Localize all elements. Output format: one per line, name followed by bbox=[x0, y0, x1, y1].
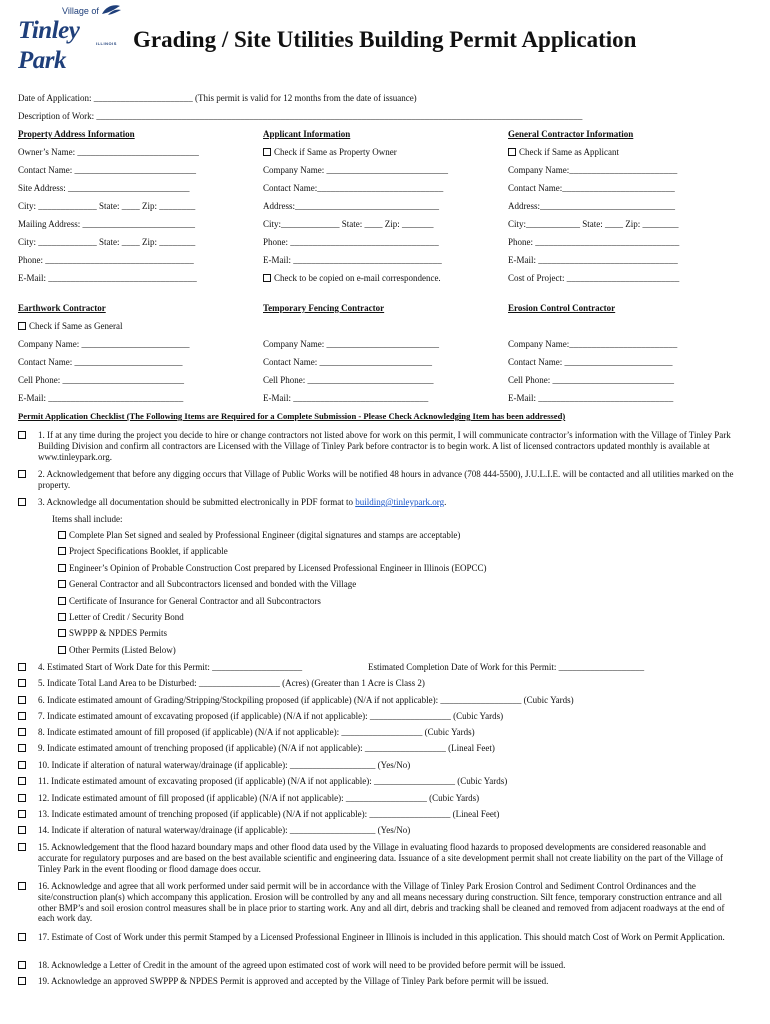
checkbox-icon[interactable] bbox=[58, 531, 66, 539]
mailing-city-state-zip-field[interactable]: City: _____________ State: ____ Zip: ________ bbox=[18, 237, 196, 247]
checklist-item-5-text[interactable]: 5. Indicate Total Land Area to be Disturbed: __________________ (Acres) (Greater than 1 Acre is Class 2) bbox=[38, 678, 425, 688]
checkbox-icon[interactable] bbox=[508, 148, 516, 156]
checkbox-icon[interactable] bbox=[18, 696, 26, 704]
sub-item-swppp-text: SWPPP & NPDES Permits bbox=[69, 628, 167, 638]
sub-item-other-permits bbox=[58, 645, 176, 656]
checkbox-icon[interactable] bbox=[58, 613, 66, 621]
same-as-owner-check[interactable] bbox=[263, 147, 397, 158]
sub-item-specifications bbox=[58, 546, 228, 557]
site-address-field[interactable]: Site Address: ___________________________ bbox=[18, 183, 190, 193]
start-date-field[interactable]: 4. Estimated Start of Work Date for this Permit: ____________________ bbox=[38, 662, 303, 672]
checkbox-icon[interactable] bbox=[58, 564, 66, 572]
owner-name-field[interactable]: Owner’s Name: ___________________________ bbox=[18, 147, 199, 157]
checkbox-icon[interactable] bbox=[18, 470, 26, 478]
fencing-cell-field[interactable]: Cell Phone: ____________________________ bbox=[263, 375, 434, 385]
same-as-owner-label: Check if Same as Property Owner bbox=[274, 147, 397, 157]
checklist-item-19-text: 19. Acknowledge an approved SWPPP & NPDES Permit is approved and accepted by the Village of Tinley Park before permit will be issued. bbox=[38, 976, 549, 986]
checklist-item-11-text[interactable]: 11. Indicate estimated amount of excavating proposed (if applicable) (N/A if not applicable): __________________ (Cubic Yards) bbox=[38, 776, 508, 786]
sub-item-licensed-bonded-text: General Contractor and all Subcontractors licensed and bonded with the Village bbox=[69, 579, 357, 589]
checkbox-icon[interactable] bbox=[58, 547, 66, 555]
property-phone-field[interactable]: Phone: _________________________________ bbox=[18, 255, 194, 265]
completion-date-field[interactable]: Estimated Completion Date of Work for this Permit: ___________________ bbox=[368, 662, 645, 672]
sub-item-other-permits-text: Other Permits (Listed Below) bbox=[69, 645, 176, 655]
sub-item-eopcc-text: Engineer’s Opinion of Probable Construction Cost prepared by Licensed Professional Engineer in Illinois (EOPCC) bbox=[69, 563, 487, 573]
applicant-address-field[interactable]: Address:________________________________ bbox=[263, 201, 439, 211]
gc-phone-field[interactable]: Phone: ________________________________ bbox=[508, 237, 680, 247]
building-email-link[interactable]: building@tinleypark.org bbox=[355, 497, 445, 507]
site-city-state-zip-field[interactable]: City: _____________ State: ____ Zip: ________ bbox=[18, 201, 196, 211]
village-logo bbox=[18, 6, 126, 74]
general-contractor-header: General Contractor Information bbox=[508, 129, 634, 139]
earthwork-contact-field[interactable]: Contact Name: ________________________ bbox=[18, 357, 183, 367]
applicant-email-field[interactable]: E-Mail: _________________________________ bbox=[263, 255, 442, 265]
checkbox-icon[interactable] bbox=[263, 148, 271, 156]
checkbox-icon[interactable] bbox=[18, 977, 26, 985]
checklist-item-12-text[interactable]: 12. Indicate estimated amount of fill proposed (if applicable) (N/A if not applicable): __________________ (Cubic Yards) bbox=[38, 793, 480, 803]
applicant-company-field[interactable]: Company Name: ___________________________ bbox=[263, 165, 448, 175]
checkbox-icon[interactable] bbox=[18, 961, 26, 969]
gc-contact-field[interactable]: Contact Name:_________________________ bbox=[508, 183, 675, 193]
checkbox-icon[interactable] bbox=[18, 843, 26, 851]
logo-village-text: Village of bbox=[62, 6, 99, 16]
items-include-label: Items shall include: bbox=[52, 514, 123, 524]
sub-item-plan-set bbox=[58, 530, 460, 541]
checklist-item-13-text[interactable]: 13. Indicate estimated amount of trenching proposed (if applicable) (N/A if not applicable): __________________ (Lineal Feet) bbox=[38, 809, 500, 819]
gc-email-field[interactable]: E-Mail: _______________________________ bbox=[508, 255, 678, 265]
checkbox-icon[interactable] bbox=[18, 761, 26, 769]
checklist-item-10-text[interactable]: 10. Indicate if alteration of natural waterway/drainage (if applicable): ___________________ (Yes/No) bbox=[38, 760, 411, 770]
checkbox-icon[interactable] bbox=[18, 498, 26, 506]
earthwork-contractor-header: Earthwork Contractor bbox=[18, 303, 106, 313]
page-title: Grading / Site Utilities Building Permit Application bbox=[133, 27, 637, 52]
checklist-item-16-text: 16. Acknowledge and agree that all work performed under said permit will be in accordance with the Village of Tinley Park Erosion Control and Sediment Control Ordinances and the site/construction plan(s) which accompany this application. Erosion will be controlled by any and all means necessary during construction. Silt fence, temporary construction entrance and all other BMP’s and soil erosion control measures shall be in place prior to starting work. Any and all dirt, debris and tracking shall be cleaned and removed from adjacent roadways at the end of each work day. bbox=[38, 881, 725, 924]
sub-item-licensed-bonded bbox=[58, 579, 356, 590]
sub-item-swppp bbox=[58, 628, 167, 639]
same-as-applicant-label: Check if Same as Applicant bbox=[519, 147, 619, 157]
same-as-general-label: Check if Same as General bbox=[29, 321, 123, 331]
erosion-company-field[interactable]: Company Name:________________________ bbox=[508, 339, 678, 349]
cost-of-project-field[interactable]: Cost of Project: _________________________ bbox=[508, 273, 680, 283]
same-as-general-check[interactable] bbox=[18, 321, 122, 332]
earthwork-cell-field[interactable]: Cell Phone: ___________________________ bbox=[18, 375, 184, 385]
fencing-email-field[interactable]: E-Mail: ______________________________ bbox=[263, 393, 429, 403]
checkbox-icon[interactable] bbox=[18, 322, 26, 330]
property-contact-name-field[interactable]: Contact Name: ___________________________ bbox=[18, 165, 196, 175]
sub-item-insurance-text: Certificate of Insurance for General Contractor and all Subcontractors bbox=[69, 596, 321, 606]
checklist-item-18-text: 18. Acknowledge a Letter of Credit in the amount of the agreed upon estimated cost of work will need to be provided before permit will be issued. bbox=[38, 960, 566, 970]
sub-item-letter-of-credit bbox=[58, 612, 184, 623]
gc-company-field[interactable]: Company Name:________________________ bbox=[508, 165, 678, 175]
applicant-info-header: Applicant Information bbox=[263, 129, 351, 139]
checkbox-icon[interactable] bbox=[18, 728, 26, 736]
erosion-contractor-header: Erosion Control Contractor bbox=[508, 303, 616, 313]
checklist-header: Permit Application Checklist (The Following Items are Required for a Complete Submission - Please Check Acknowledging Item has been addressed) bbox=[18, 411, 566, 421]
applicant-phone-field[interactable]: Phone: _________________________________ bbox=[263, 237, 439, 247]
sub-item-specifications-text: Project Specifications Booklet, if applicable bbox=[69, 546, 228, 556]
fencing-contact-field[interactable]: Contact Name: _________________________ bbox=[263, 357, 432, 367]
fencing-company-field[interactable]: Company Name: _________________________ bbox=[263, 339, 439, 349]
checklist-item-17-text: 17. Estimate of Cost of Work under this permit Stamped by a Licensed Professional Engineer in Illinois is included in this application. This should match Cost of Work on Permit Application. bbox=[38, 932, 725, 942]
earthwork-email-field[interactable]: E-Mail: ______________________________ bbox=[18, 393, 184, 403]
checkbox-icon[interactable] bbox=[58, 629, 66, 637]
earthwork-company-field[interactable]: Company Name: ________________________ bbox=[18, 339, 190, 349]
applicant-city-state-zip-field[interactable]: City:_____________ State: ____ Zip: _______ bbox=[263, 219, 434, 229]
checklist-item-7-text[interactable]: 7. Indicate estimated amount of excavating proposed (if applicable) (N/A if not applicable): __________________ (Cubic Yards) bbox=[38, 711, 504, 721]
checkbox-icon[interactable] bbox=[18, 431, 26, 439]
email-copy-label: Check to be copied on e-mail correspondence. bbox=[274, 273, 441, 283]
checkbox-icon[interactable] bbox=[18, 777, 26, 785]
checkbox-icon[interactable] bbox=[263, 274, 271, 282]
gc-address-field[interactable]: Address:______________________________ bbox=[508, 201, 675, 211]
checklist-item-15-text: 15. Acknowledgement that the flood hazard boundary maps and other flood data used by the Village in evaluating flood hazards to proposed developments are considered reasonable and accurate for regulatory purposes and are based on the best available scientific and engineering data. Issuance of a site development permit shall not create liability on the part of the Village of Tinley Park in the event flooding or flood damage does occur. bbox=[38, 842, 724, 874]
checkbox-icon[interactable] bbox=[18, 810, 26, 818]
checkbox-icon[interactable] bbox=[58, 646, 66, 654]
checklist-item-1-text: 1. If at any time during the project you decide to hire or change contractors not listed above for work on this permit, I will communicate contractor’s information with the Village of Tinley Park Building Division and confirm all contractors are Licensed with the Village of Tinley Park before contractor is to begin work. A list of licensed contractors updated monthly is available at www.tinleypark.org. bbox=[38, 430, 731, 462]
logo-name-text: Tinley Park bbox=[18, 17, 80, 74]
checkbox-icon[interactable] bbox=[18, 882, 26, 890]
checkbox-icon[interactable] bbox=[18, 679, 26, 687]
email-copy-check[interactable] bbox=[263, 273, 441, 284]
checkbox-icon[interactable] bbox=[18, 663, 26, 671]
leaf-icon bbox=[100, 4, 122, 16]
same-as-applicant-check[interactable] bbox=[508, 147, 619, 158]
sub-item-letter-of-credit-text: Letter of Credit / Security Bond bbox=[69, 612, 184, 622]
logo-state-text: ILLINOIS bbox=[96, 41, 117, 46]
checkbox-icon[interactable] bbox=[18, 744, 26, 752]
checkbox-icon[interactable] bbox=[58, 580, 66, 588]
sub-item-insurance bbox=[58, 596, 321, 607]
checkbox-icon[interactable] bbox=[58, 597, 66, 605]
sub-item-plan-set-text: Complete Plan Set signed and sealed by Professional Engineer (digital signatures and stamps are acceptable) bbox=[69, 530, 461, 540]
gc-city-state-zip-field[interactable]: City:____________ State: ____ Zip: ________ bbox=[508, 219, 679, 229]
checklist-item-14-text[interactable]: 14. Indicate if alteration of natural waterway/drainage (if applicable): ___________________ (Yes/No) bbox=[38, 825, 411, 835]
checklist-item-6-text[interactable]: 6. Indicate estimated amount of Grading/Stripping/Stockpiling proposed (if applicable) (N/A if not applicable): __________________ (Cubic Yards) bbox=[38, 695, 574, 705]
checkbox-icon[interactable] bbox=[18, 794, 26, 802]
mailing-address-field[interactable]: Mailing Address: _________________________ bbox=[18, 219, 195, 229]
checklist-item-2-text: 2. Acknowledgement that before any digging occurs that Village of Public Works will be notified 48 hours in advance (708 444-5500), J.U.L.I.E. will be contacted and all utilities marked on the property. bbox=[38, 469, 734, 490]
applicant-contact-field[interactable]: Contact Name:____________________________ bbox=[263, 183, 444, 193]
checkbox-icon[interactable] bbox=[18, 712, 26, 720]
description-of-work-line[interactable]: Description of Work: ____________________________________________________________________________________________________________ bbox=[18, 111, 583, 121]
checklist-item-8-text[interactable]: 8. Indicate estimated amount of fill proposed (if applicable) (N/A if not applicable): __________________ (Cubic Yards) bbox=[38, 727, 475, 737]
fencing-contractor-header: Temporary Fencing Contractor bbox=[263, 303, 385, 313]
checkbox-icon[interactable] bbox=[18, 933, 26, 941]
checklist-item-3-end: . bbox=[444, 497, 447, 507]
erosion-contact-field[interactable]: Contact Name: ________________________ bbox=[508, 357, 673, 367]
date-of-application-line[interactable]: Date of Application: ______________________ (This permit is valid for 12 months from the date of issuance) bbox=[18, 93, 417, 103]
checklist-item-9-text[interactable]: 9. Indicate estimated amount of trenching proposed (if applicable) (N/A if not applicable): __________________ (Lineal Feet) bbox=[38, 743, 495, 753]
erosion-cell-field[interactable]: Cell Phone: ___________________________ bbox=[508, 375, 674, 385]
checkbox-icon[interactable] bbox=[18, 826, 26, 834]
erosion-email-field[interactable]: E-Mail: ______________________________ bbox=[508, 393, 674, 403]
property-address-header: Property Address Information bbox=[18, 129, 135, 139]
property-email-field[interactable]: E-Mail: _________________________________ bbox=[18, 273, 197, 283]
checklist-item-3-text: 3. Acknowledge all documentation should be submitted electronically in PDF format to bbox=[38, 497, 356, 507]
sub-item-eopcc bbox=[58, 563, 487, 574]
